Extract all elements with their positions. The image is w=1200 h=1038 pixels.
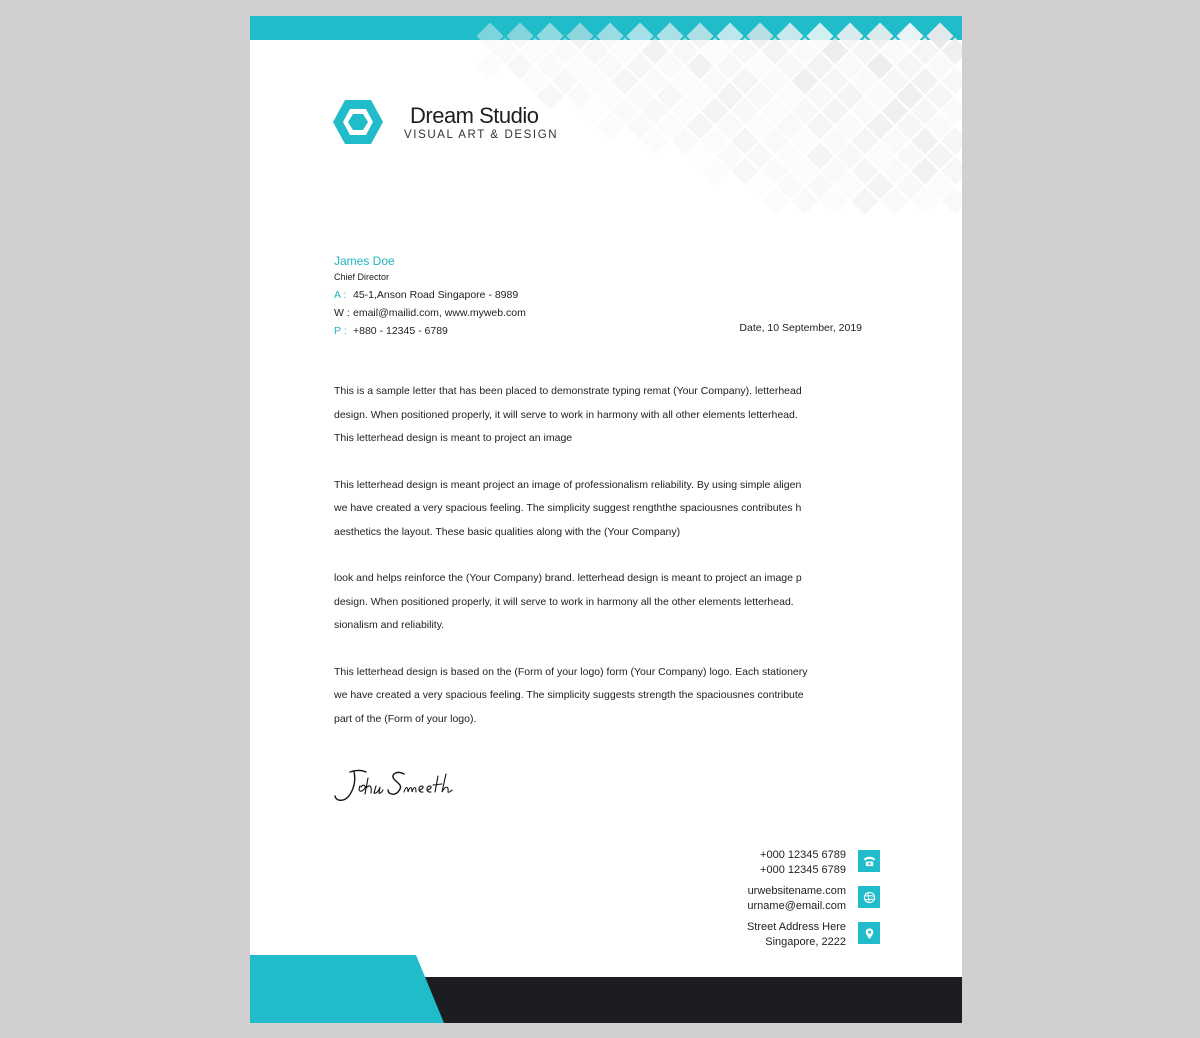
body-line: This letterhead design is meant project an image of professionalism reliability. By using simple aligen [334, 478, 802, 491]
phone-label: P : [334, 325, 347, 337]
address-label: A : [334, 289, 347, 301]
paragraph [334, 661, 834, 732]
letterhead-page [250, 16, 962, 1023]
body-line: This letterhead design is meant to project an image [334, 432, 573, 444]
letter-date: Date, 10 September, 2019 [739, 322, 862, 334]
address-value: 45-1,Anson Road Singapore - 8989 [353, 289, 519, 301]
sender-address [334, 289, 518, 301]
body-line: we have created a very spacious feeling. The simplicity suggests strength the spaciousnes contribute [334, 689, 804, 701]
body-line: aesthetics the layout. These basic qualities along with the (Your Company) [334, 525, 681, 538]
body-line: sionalism and reliability. [334, 619, 445, 631]
footer-phone-2: +000 12345 6789 [760, 864, 846, 876]
company-logo [332, 99, 572, 149]
sender-phone [334, 325, 448, 337]
letter-body [334, 380, 834, 754]
body-line: part of the (Form of your logo). [334, 712, 477, 725]
web-value: email@mailid.com, www.myweb.com [353, 307, 526, 319]
footer-street: Street Address Here [746, 921, 846, 933]
footer-phone-row [680, 848, 880, 884]
decorative-diamond-pattern [250, 16, 962, 336]
web-label: W : [334, 307, 350, 319]
footer-city: Singapore, 2222 [765, 936, 846, 948]
footer-address-row [680, 920, 880, 956]
sender-web [334, 307, 526, 319]
footer-color-band [250, 955, 962, 1023]
paragraph [334, 567, 834, 638]
paragraph [334, 380, 834, 451]
phone-value: +880 - 12345 - 6789 [353, 325, 448, 337]
handwritten-signature [332, 766, 462, 806]
footer-web-row [680, 884, 880, 920]
location-pin-icon [858, 922, 880, 944]
company-name: Dream Studio [410, 103, 539, 128]
globe-icon [858, 886, 880, 908]
sender-name: James Doe [334, 254, 395, 268]
body-line: This letterhead design is based on the (Form of your logo) form (Your Company) logo. Each stationery [334, 665, 808, 678]
footer-phone-1: +000 12345 6789 [760, 849, 846, 861]
footer-email: urname@email.com [747, 900, 846, 912]
body-line: we have created a very spacious feeling. The simplicity suggest rengththe spaciousnes contributes h [334, 502, 802, 514]
body-line: This is a sample letter that has been placed to demonstrate typing remat (Your Company). letterhead [334, 385, 802, 397]
phone-icon [858, 850, 880, 872]
sender-title: Chief Director [334, 272, 390, 282]
body-line: design. When positioned properly, it will serve to work in harmony with all other elements letterhead. [334, 408, 798, 421]
hexagon-logo-icon [332, 99, 384, 145]
body-line: design. When positioned properly, it will serve to work in harmony all the other elements letterhead. [334, 595, 794, 608]
company-tagline: VISUAL ART & DESIGN [404, 129, 559, 141]
body-line: look and helps reinforce the (Your Company) brand. letterhead design is meant to project an image p [334, 572, 802, 584]
footer-contacts [680, 848, 880, 956]
paragraph [334, 474, 834, 545]
footer-website: urwebsitename.com [747, 885, 846, 897]
